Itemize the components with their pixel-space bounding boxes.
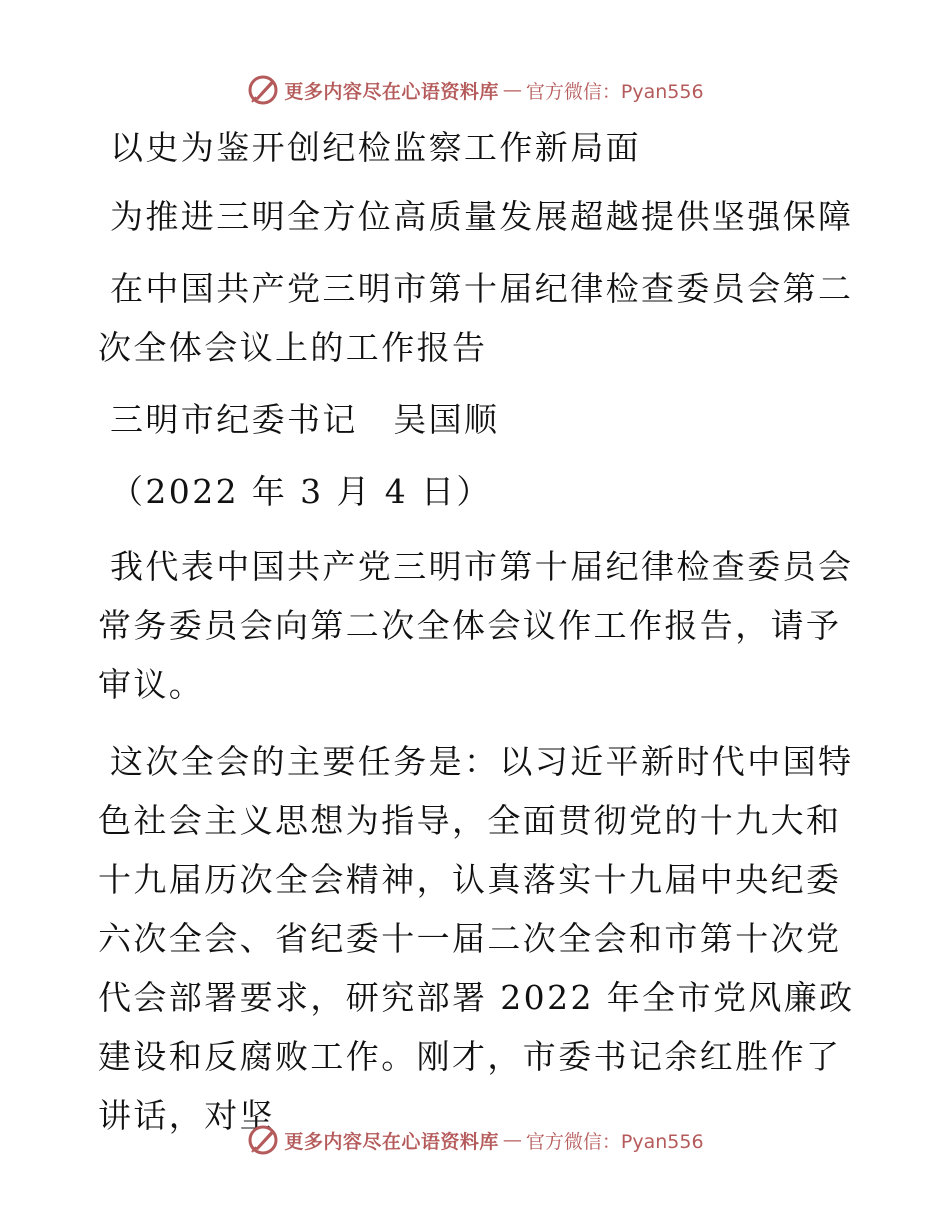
banner-wechat-text: 官方微信：Pyan556 [525,80,704,103]
report-subtitle: 在中国共产党三明市第十届纪律检查委员会第二次全体会议上的工作报告 [98,269,854,367]
footer-watermark-banner [0,1120,950,1160]
quill-pen-logo-icon [246,73,280,107]
title-line-2: 为推进三明全方位高质量发展超越提供坚强保障 [110,197,854,236]
date-line: （2022 年 3 月 4 日） [110,472,492,511]
paragraph-1: 我代表中国共产党三明市第十届纪律检查委员会常务委员会向第二次全体会议作工作报告，请予审议。 [98,547,854,704]
quill-pen-logo-icon [246,1123,280,1157]
document-body [98,118,858,1145]
author-line: 三明市纪委书记 吴国顺 [110,400,500,439]
header-watermark-banner [0,70,950,110]
paragraph-2: 这次全会的主要任务是：以习近平新时代中国特色社会主义思想为指导，全面贯彻党的十九大和十九届历次全会精神，认真落实十九届中央纪委六次全会、省纪委十一届二次全会和市第十次党代会部署要求，研究部署 2022 年全市党风廉政建设和反腐败工作。刚才，市委书记余红胜作了讲话，对坚 [98,742,855,1135]
banner-brand-text: 更多内容尽在心语资料库 [284,80,499,103]
title-line-1: 以史为鉴开创纪检监察工作新局面 [110,128,641,167]
banner-brand-text: 更多内容尽在心语资料库 [284,1130,499,1153]
banner-wechat-text: 官方微信：Pyan556 [525,1130,704,1153]
banner-dash: — [502,1129,522,1151]
banner-dash: — [502,79,522,101]
